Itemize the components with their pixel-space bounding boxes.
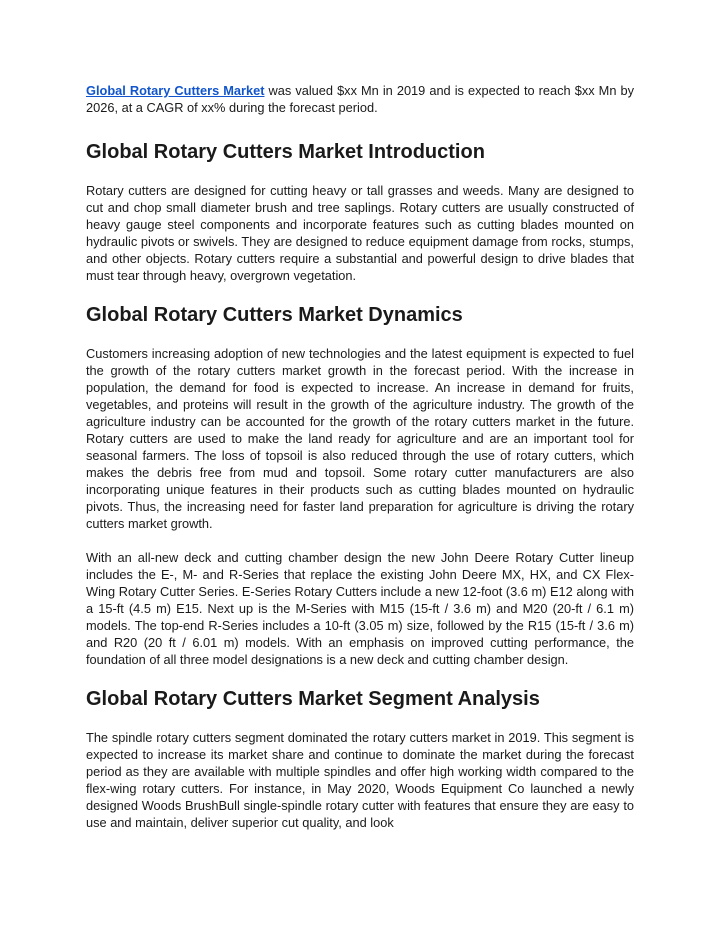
- document-page: [86, 82, 634, 831]
- introduction-heading: Global Rotary Cutters Market Introduction: [86, 141, 485, 163]
- intro-paragraph: [86, 82, 634, 116]
- segment-paragraph: The spindle rotary cutters segment dominated the rotary cutters market in 2019. This segment is expected to increase its market share and continue to dominate the market during the forecast period as they are available with multiple spindles and offer high working width compared to the flex-wing rotary cutters. For instance, in May 2020, Woods Equipment Co launched a newly designed Woods BrushBull single-spindle rotary cutter with features that ensure they are easy to use and maintain, deliver superior cut quality, and look: [86, 730, 634, 830]
- market-report-link[interactable]: Global Rotary Cutters Market: [86, 83, 265, 98]
- dynamics-paragraph-1: Customers increasing adoption of new technologies and the latest equipment is expected to fuel the growth of the rotary cutters market growth in the forecast period. With the increase in population, the demand for food is expected to increase. An increase in demand for fruits, vegetables, and proteins will result in the growth of the agriculture industry. The growth of the agriculture industry can be accounted for the growth of the rotary cutters market in the future. Rotary cutters are used to make the land ready for agriculture and are an important tool for seasonal farmers. The loss of topsoil is also reduced through the use of rotary cutters, which makes the debris free from mud and topsoil. Some rotary cutter manufacturers are also incorporating unique features in their products such as cutting blades mounted on hydraulic pivots. Thus, the increasing need for faster land preparation for agriculture is driving the rotary cutters market growth.: [86, 346, 634, 531]
- segment-heading: Global Rotary Cutters Market Segment Analysis: [86, 688, 540, 710]
- dynamics-paragraph-2: With an all-new deck and cutting chamber design the new John Deere Rotary Cutter lineup includes the E-, M- and R-Series that replace the existing John Deere MX, HX, and CX Flex-Wing Rotary Cutter Series. E-Series Rotary Cutters include a new 12-foot (3.6 m) E12 along with a 15-ft (4.5 m) E15. Next up is the M-Series with M15 (15-ft / 3.6 m) and M20 (20-ft / 6.1 m) models. The top-end R-Series includes a 10-ft (3.05 m) size, followed by the R15 (15-ft / 3.6 m) and R20 (20 ft / 6.01 m) models. With an emphasis on improved cutting performance, the foundation of all three model designations is a new deck and cutting chamber design.: [86, 550, 634, 667]
- dynamics-heading: Global Rotary Cutters Market Dynamics: [86, 304, 463, 326]
- introduction-paragraph: Rotary cutters are designed for cutting heavy or tall grasses and weeds. Many are designed to cut and chop small diameter brush and tree saplings. Rotary cutters are usually constructed of heavy gauge steel components and incorporate features such as cutting blades mounted on hydraulic pivots or swivels. They are designed to reduce equipment damage from rocks, stumps, and other objects. Rotary cutters require a substantial and powerful design to drive blades that must tear through heavy, overgrown vegetation.: [86, 183, 634, 283]
- intro-text: was valued $xx Mn in 2019 and is expected to reach $xx Mn by 2026, at a CAGR of xx% during the forecast period.: [86, 83, 634, 115]
